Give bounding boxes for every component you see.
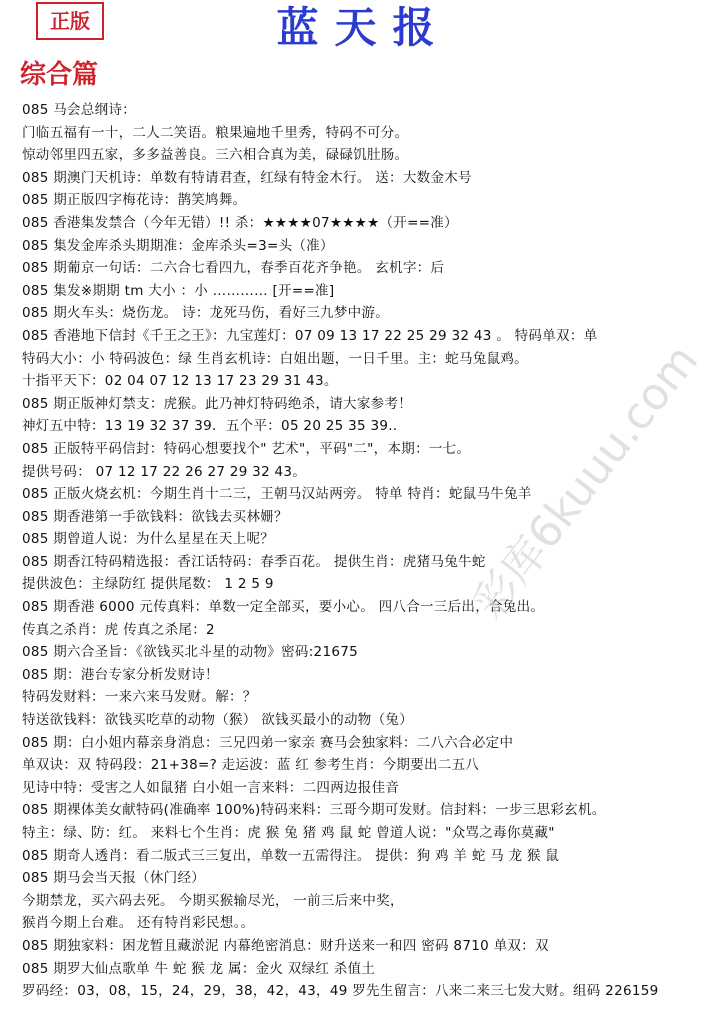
text-line: 神灯五中特：13 19 32 37 39．五个平：05 20 25 35 39.． bbox=[22, 418, 407, 435]
text-line: 惊动邻里四五家，多多益善良。三六相合真为美，碌碌饥肚肠。 bbox=[22, 147, 409, 164]
text-line: 085 集发※期期 tm 大小 ：小 ………… [开==准] bbox=[22, 282, 335, 299]
article-body bbox=[22, 99, 722, 1003]
text-line: 085 香港集发禁合（今年无错）!! 杀：★★★★07★★★★（开==准） bbox=[22, 214, 458, 231]
text-line: 085 期六合圣旨：《欲钱买北斗星的动物》密码:21675 bbox=[22, 644, 359, 661]
text-line: 085 期香港第一手欲钱料：欲钱去买林姗？ bbox=[22, 508, 288, 525]
text-line: 特送欲钱料：欲钱买吃草的动物（猴） 欲钱买最小的动物（兔） bbox=[22, 712, 413, 729]
text-line: 085 期奇人透肖：看二版式三三复出，单数一五需得注。 提供：狗 鸡 羊 蛇 马 龙 猴 鼠 bbox=[22, 847, 560, 864]
text-line: 特码发财料：一来六来马发财。解：？ bbox=[22, 689, 257, 706]
text-line: 特码大小：小 特码波色：绿 生肖玄机诗：白姐出题，一日千里。主：蛇马兔鼠鸡。 bbox=[22, 350, 528, 367]
text-line: 085 期：港台专家分析发财诗！ bbox=[22, 666, 219, 683]
text-line: 085 期曾道人说：为什么星星在天上呢？ bbox=[22, 531, 275, 548]
text-line: 今期禁龙，买六码去死。 今期买猴输尽光， 一前三后来中奖， bbox=[22, 892, 404, 909]
text-line: 085 期火车头：烧伤龙。 诗：龙死马伤，看好三九梦中游。 bbox=[22, 305, 390, 322]
section-heading: 综合篇 bbox=[20, 60, 99, 90]
text-line: 提供波色：主绿防红 提供尾数： 1 2 5 9 bbox=[22, 576, 274, 593]
text-line: 猴肖今期上台难。 还有特肖彩民想。。 bbox=[22, 915, 255, 932]
text-line: 传真之杀肖：虎 传真之杀尾：2 bbox=[22, 621, 215, 638]
text-line: 085 期正版神灯禁支：虎猴。此乃神灯特码绝杀，请大家参考！ bbox=[22, 395, 413, 412]
text-line: 085 期罗大仙点歌单 牛 蛇 猴 龙 属：金火 双绿红 杀值土 bbox=[22, 960, 376, 977]
text-line: 特主：绿、防：红。 来料七个生肖：虎 猴 兔 猪 鸡 鼠 蛇 曾道人说："众骂之毒你莫藏" bbox=[22, 825, 555, 841]
text-line: 085 期葡京一句话：二六合七看四九，春季百花齐争艳。 玄机字：后 bbox=[22, 260, 445, 277]
text-line: 门临五福有一十，二人二笑语。粮果遍地千里秀，特码不可分。 bbox=[22, 124, 409, 141]
page-title: 蓝天报 bbox=[276, 3, 451, 52]
text-line: 085 期澳门天机诗：单数有特请君查，红绿有特金木行。 送：大数金木号 bbox=[22, 169, 472, 186]
text-line: 单双诀：双 特码段：21+38=? 走运波：蓝 红 参考生肖：今期要出二五八 bbox=[22, 757, 480, 774]
text-line: 085 正版火烧玄机：今期生肖十二三，王朝马汉站两旁。 特单 特肖：蛇鼠马牛兔羊 bbox=[22, 486, 532, 503]
text-line: 085 集发金库杀头期期准：金库杀头=3=头（准） bbox=[22, 237, 334, 254]
text-line: 085 期香港 6000 元传真料：单数一定全部买，要小心。 四八合一三后出，合兔出。 bbox=[22, 599, 545, 616]
text-line: 085 香港地下信封《千王之王》：九宝莲灯：07 09 13 17 22 25 29 32 43 。 特码单双：单 bbox=[22, 327, 598, 344]
text-line: 085 正版特平码信封：特码心想要找个" 艺术"，平码"二"，本期：一七。 bbox=[22, 440, 471, 457]
genuine-badge: 正版 bbox=[36, 2, 104, 40]
text-line: 罗码经：03，08，15，24，29，38，42，43，49 罗先生留言：八来二来三七发大财。组码 226159 bbox=[22, 983, 659, 1000]
text-line: 085 马会总纲诗： bbox=[22, 102, 137, 118]
text-line: 085 期独家料：困龙暂且藏淤泥 内幕绝密消息：财升送来一和四 密码 8710 单双：双 bbox=[22, 937, 549, 954]
text-line: 085 期马会当天报（休门经） bbox=[22, 870, 206, 887]
text-line: 十指平天下：02 04 07 12 13 17 23 29 31 43。 bbox=[22, 373, 338, 390]
text-line: 提供号码： 07 12 17 22 26 27 29 32 43。 bbox=[22, 463, 307, 480]
text-line: 085 期香江特码精选报：香江话特码：春季百花。 提供生肖：虎猪马兔牛蛇 bbox=[22, 553, 486, 570]
text-line: 085 期：白小姐内幕亲身消息：三兄四弟一家亲 赛马会独家料：二八六合必定中 bbox=[22, 734, 514, 751]
text-line: 见诗中特：受害之人如鼠猪 白小姐一言来料：二四两边报佳音 bbox=[22, 779, 400, 796]
text-line: 085 期裸体美女献特码(准确率 100%)特码来料：三哥今期可发财。信封料：一步三思彩玄机。 bbox=[22, 802, 606, 819]
site-watermark: 彩库6kuuu.com bbox=[463, 335, 709, 629]
text-line: 085 期正版四字梅花诗：鹊笑鸠舞。 bbox=[22, 192, 247, 209]
